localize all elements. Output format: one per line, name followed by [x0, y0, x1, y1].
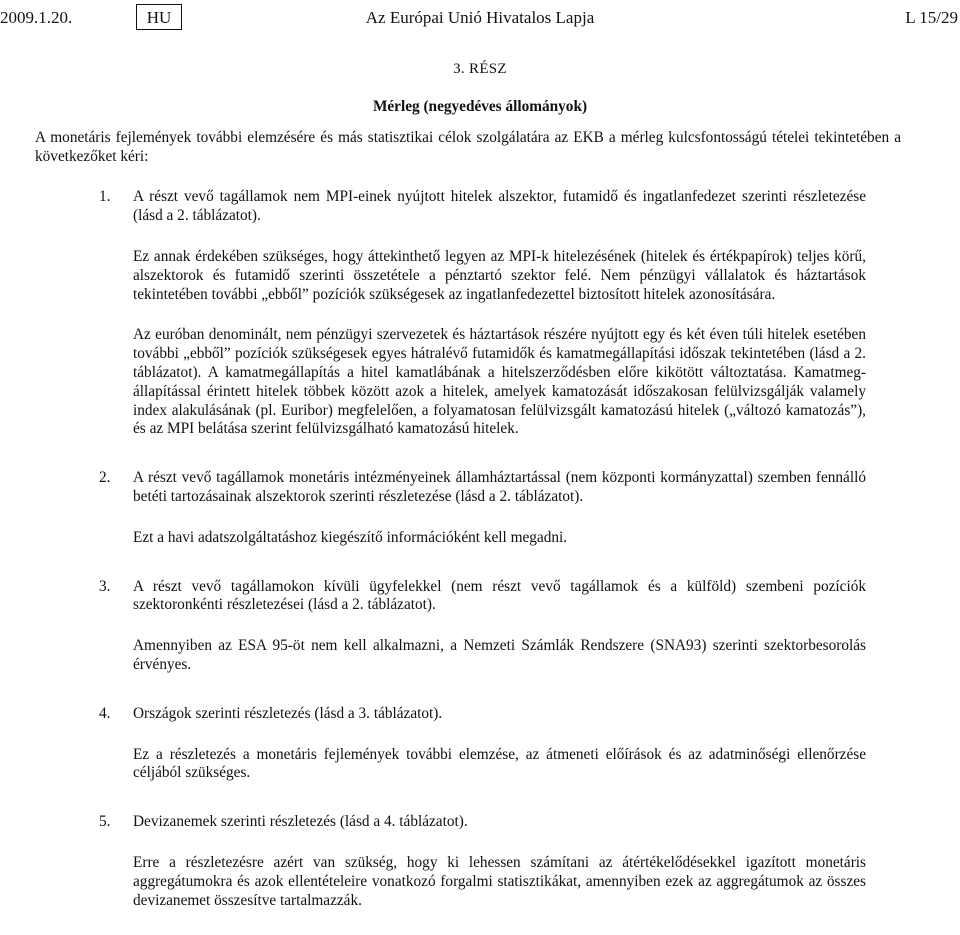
item-number: 5. — [99, 813, 111, 831]
item-number: 3. — [99, 577, 111, 595]
item-number: 4. — [99, 704, 111, 722]
item-paragraph: Ez annak érdekében szükséges, hogy áttekinthető legyen az MPI-k hitelezésének (hitelek és értékpapírok) teljes körű, alszektorok és futamidő szerinti összetétele a pénztartó szektor felé. Nem pénzügyi vállalatok és háztartások tekintetében további „ebből” pozíciók szükségesek az ingatlanfedezettel biztosított hitelek azonosítására. — [133, 247, 866, 303]
item-text: A részt vevő tagállamok nem MPI-einek nyújtott hitelek alszektor, futamidő és ingatlanfedezet szerinti részletezése (lásd a 2. táblázatot). — [133, 188, 866, 225]
list-item-2 — [0, 469, 866, 507]
language-code-box: HU — [136, 4, 182, 30]
item-text: Országok szerinti részletezés (lásd a 3. táblázatot). — [133, 704, 443, 722]
page-header — [0, 4, 960, 32]
publication-date: 2009.1.20. — [0, 8, 73, 27]
intro-paragraph: A monetáris fejlemények további elemzésére és más statisztikai célok szolgálatára az EKB a mérleg kulcsfontosságú tételei tekintetében a következőket kéri: — [35, 128, 901, 165]
item-number: 1. — [99, 188, 111, 206]
page-number: L 15/29 — [905, 8, 958, 27]
list-item-1 — [0, 188, 866, 226]
list-item-5 — [0, 813, 866, 832]
list-item-4 — [0, 705, 866, 724]
item-text: A részt vevő tagállamokon kívüli ügyfelekkel (nem részt vevő tagállamok és a külföld) szembeni pozíciók szektoronkénti részletezései (lásd a 2. táblázatot). — [133, 577, 866, 614]
document-body — [0, 60, 960, 910]
item-paragraph: Amennyiben az ESA 95-öt nem kell alkalmazni, a Nemzeti Számlák Rendszere (SNA93) szerinti szektorbesorolás érvényes. — [133, 637, 866, 673]
item-paragraph: Erre a részletezésre azért van szükség, hogy ki lehessen számítani az átértékelődésekkel igazított monetáris aggregátumokra és azok ellentételeire vonatkozó forgalmi statisztikákat, amennyiben ezek az aggregátumok az összes devizanemet összesítve tartalmazzák. — [133, 853, 866, 909]
item-paragraph: Ez a részletezés a monetáris fejlemények további elemzése, az átmeneti előírások és az adatminőségi ellenőrzése céljából szükséges. — [133, 745, 866, 782]
list-item-3 — [0, 578, 866, 616]
item-text: A részt vevő tagállamok monetáris intézményeinek államháztartással (nem központi kormányzattal) szemben fennálló betéti tartozásainak alszektorok szerinti részletezése (lásd a 2. táblázatot). — [133, 469, 866, 505]
journal-title: Az Európai Unió Hivatalos Lapja — [365, 8, 595, 27]
item-number: 2. — [99, 469, 111, 487]
item-text: Devizanemek szerinti részletezés (lásd a 4. táblázatot). — [133, 813, 468, 831]
part-heading: 3. RÉSZ — [453, 61, 507, 77]
item-paragraph: Ezt a havi adatszolgáltatáshoz kiegészítő információként kell megadni. — [133, 528, 568, 546]
item-paragraph: Az euróban denominált, nem pénzügyi szervezetek és háztartások részére nyújtott egy és két éven túli hitelek esetében további „ebből” pozíciók szükségesek egyes hátralévő futamidők és kamatmegállapítási időszak tekintetében (lásd a 2. táblázatot). A kamatmegállapítás a hitel kamatlábának a hitelszerződésben előre kikötött változtatása. Kamatmeg-állapítással érintett hitelek többek között azok a hitelek, amelyek kamatozását időszakosan felülvizsgálják valamely index alakulásának (pl. Euribor) megfelelően, a folyamatosan felülvizsgált kamatozású hitelek („változó kamatozás”), és az MPI belátása szerint felülvizsgálható kamatozású hitelek. — [133, 326, 866, 438]
section-title: Mérleg (negyedéves állományok) — [372, 98, 588, 115]
